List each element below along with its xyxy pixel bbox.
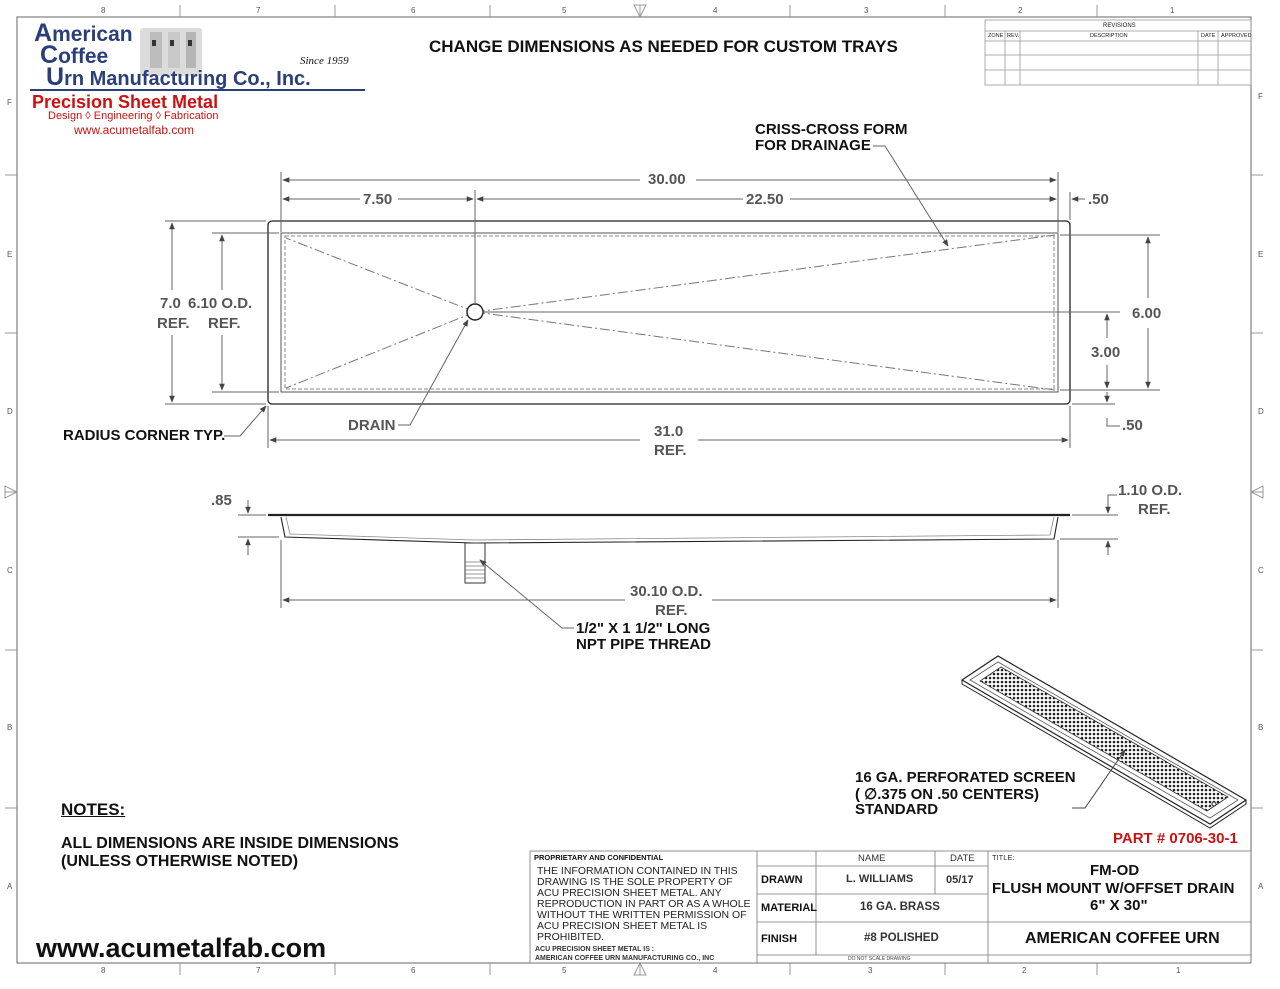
dim-outer-width-ref: REF. [157, 315, 190, 332]
zone-row-b: B [7, 723, 13, 732]
drawn-label: DRAWN [761, 874, 803, 886]
finish-label: FINISH [761, 933, 798, 945]
dim-drain-to-end: 22.50 [746, 191, 784, 208]
proprietary-line-6: ACU PRECISION SHEET METAL IS [537, 920, 708, 932]
proprietary-line-5: WITHOUT THE WRITTEN PERMISSION OF [537, 909, 747, 921]
zone-col-6-bottom: 6 [411, 966, 416, 975]
dim-od-width: 6.10 O.D. [188, 295, 253, 312]
footer-url: www.acumetalfab.com [36, 933, 327, 963]
title-label: TITLE: [992, 853, 1015, 862]
drawn-date: 05/17 [946, 874, 974, 886]
zone-col-7: 7 [256, 6, 261, 15]
tray-side-view [268, 515, 1070, 583]
notes-line2: (UNLESS OTHERWISE NOTED) [61, 853, 299, 870]
header-title: CHANGE DIMENSIONS AS NEEDED FOR CUSTOM TRAYS [429, 37, 898, 56]
rev-col-rev: REV. [1007, 33, 1020, 39]
zone-row-a-right: A [1258, 882, 1264, 891]
dim-outer-width: 7.0 [160, 295, 181, 312]
sheet-border [17, 17, 1251, 963]
screen-note-line1: 16 GA. PERFORATED SCREEN [855, 769, 1076, 786]
drain-label: DRAIN [348, 417, 396, 434]
material-value: 16 GA. BRASS [860, 901, 940, 913]
drawn-name: L. WILLIAMS [846, 873, 914, 885]
zone-row-e: E [7, 250, 13, 259]
rev-col-zone: ZONE [988, 33, 1004, 39]
dim-od-width-ref: REF. [208, 315, 241, 332]
npt-pipe [465, 543, 485, 583]
zone-col-5: 5 [562, 6, 567, 15]
zone-row-a: A [7, 882, 13, 891]
logo-initial-a: A [34, 19, 53, 47]
zone-col-8-bottom: 8 [101, 966, 106, 975]
finish-value: #8 POLISHED [864, 932, 939, 944]
notes-heading: NOTES: [61, 800, 126, 819]
drain-hole [467, 304, 483, 320]
callout-crisscross-line1: CRISS-CROSS FORM [755, 121, 908, 138]
zone-row-d: D [7, 407, 13, 416]
callout-crisscross-line2: FOR DRAINAGE [755, 137, 871, 154]
dim-inside-width: 6.00 [1132, 305, 1162, 322]
part-number: PART # 0706-30-1 [1113, 830, 1238, 847]
zone-col-3-bottom: 3 [868, 966, 873, 975]
zone-row-f-right: F [1258, 92, 1263, 101]
zone-col-6: 6 [411, 6, 416, 15]
dim-drain-offset: 7.50 [363, 191, 393, 208]
zone-col-7-bottom: 7 [256, 966, 261, 975]
dim-flange-top: .50 [1088, 191, 1109, 208]
revisions-table [985, 20, 1251, 85]
zone-row-c: C [7, 566, 13, 575]
rev-col-date: DATE [1201, 33, 1216, 39]
zone-col-8: 8 [101, 6, 106, 15]
zone-row-c-right: C [1258, 566, 1264, 575]
rev-col-approved: APPROVED [1221, 33, 1252, 39]
dim-od-length-ref: REF. [655, 602, 688, 619]
zone-ticks [5, 5, 1263, 975]
proprietary-line-2: DRAWING IS THE SOLE PROPERTY OF [537, 876, 733, 888]
zone-row-f: F [7, 98, 12, 107]
title-line-3: 6" X 30" [1090, 897, 1148, 914]
dim-drain-centerline: 3.00 [1091, 344, 1121, 361]
logo-services: Design ◊ Engineering ◊ Fabrication [48, 110, 219, 122]
logo-url: www.acumetalfab.com [74, 123, 195, 137]
proprietary-line-4: REPRODUCTION IN PART OR AS A WHOLE [537, 898, 751, 910]
dim-depth: .85 [211, 492, 232, 509]
proprietary-line-3: ACU PRECISION SHEET METAL. ANY [537, 887, 722, 899]
dim-od-depth: 1.10 O.D. [1118, 482, 1183, 499]
rev-col-description: DESCRIPTION [1090, 33, 1128, 39]
screen-note-line3: STANDARD [855, 801, 939, 818]
col-name-header: NAME [858, 853, 886, 864]
do-not-scale: DO NOT SCALE DRAWING [848, 956, 911, 962]
material-label: MATERIAL [761, 902, 818, 914]
zone-col-2-bottom: 2 [1022, 966, 1027, 975]
zone-col-1: 1 [1170, 6, 1175, 15]
top-view-dimensions [165, 146, 1160, 448]
logo-company-name: rn Manufacturing Co., Inc. [64, 68, 311, 90]
proprietary-heading: PROPRIETARY AND CONFIDENTIAL [534, 853, 664, 862]
screen-note-line2: ( ∅.375 ON .50 CENTERS) [855, 786, 1039, 803]
centering-marks [5, 5, 1263, 975]
logo-line-3 [46, 63, 311, 92]
logo-word-american: merican [52, 23, 133, 46]
title-line-2: FLUSH MOUNT W/OFFSET DRAIN [992, 880, 1235, 897]
acu-is-label: ACU PRECISION SHEET METAL IS : [535, 946, 655, 953]
zone-row-e-right: E [1258, 250, 1264, 259]
logo-initial-u: U [46, 63, 65, 91]
dim-od-length: 30.10 O.D. [630, 583, 703, 600]
logo-word-coffee: offee [58, 45, 109, 68]
zone-col-2: 2 [1018, 6, 1023, 15]
zone-col-4-bottom: 4 [713, 966, 718, 975]
title-line-1: FM-OD [1090, 862, 1140, 879]
pipe-note-line2: NPT PIPE THREAD [576, 636, 712, 653]
notes-line1: ALL DIMENSIONS ARE INSIDE DIMENSIONS [61, 835, 399, 852]
pipe-note-line1: 1/2" X 1 1/2" LONG [576, 620, 711, 637]
zone-row-d-right: D [1258, 407, 1264, 416]
dim-overall-ref-label: REF. [654, 442, 687, 459]
zone-col-5-bottom: 5 [562, 966, 567, 975]
logo-since: Since 1959 [300, 55, 349, 67]
proprietary-line-1: THE INFORMATION CONTAINED IN THIS [537, 865, 738, 877]
company-name: AMERICAN COFFEE URN [1025, 930, 1220, 947]
dim-overall-length: 30.00 [648, 171, 686, 188]
acu-name: AMERICAN COFFEE URN MANUFACTURING CO., INC [535, 955, 715, 962]
zone-col-4: 4 [713, 6, 718, 15]
col-date-header: DATE [950, 853, 975, 864]
dim-od-depth-ref: REF. [1138, 501, 1171, 518]
zone-col-3: 3 [864, 6, 869, 15]
logo-tagline: Precision Sheet Metal [32, 92, 219, 112]
dim-flange-bottom: .50 [1122, 417, 1143, 434]
zone-col-1-bottom: 1 [1176, 966, 1181, 975]
dim-overall-ref: 31.0 [654, 423, 684, 440]
revisions-title: REVISIONS [1103, 23, 1136, 29]
radius-corner-note: RADIUS CORNER TYP. [63, 427, 226, 444]
zone-row-b-right: B [1258, 723, 1264, 732]
logo-initial-c: C [40, 41, 59, 69]
proprietary-line-7: PROHIBITED. [537, 931, 605, 943]
